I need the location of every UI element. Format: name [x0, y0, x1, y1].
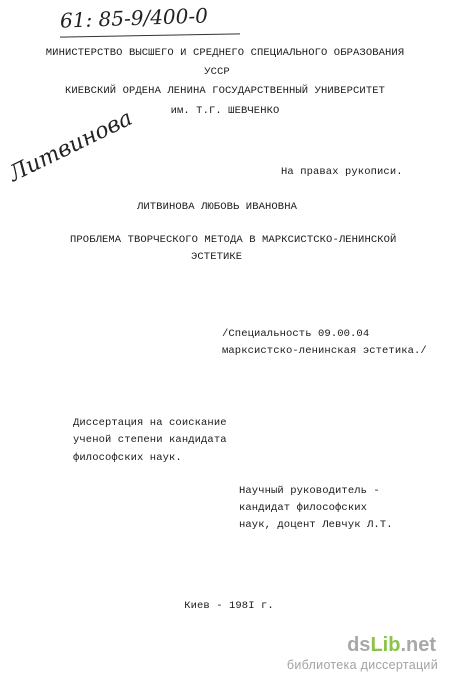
specialty-name: марксистско-ленинская эстетика./ — [222, 345, 427, 357]
watermark-logo — [347, 634, 436, 657]
dissertation-title-line1: ПРОБЛЕМА ТВОРЧЕСКОГО МЕТОДА В МАРКСИСТСКО-ЛЕНИНСКОЙ — [70, 234, 397, 246]
author-signature: Литвинова — [5, 105, 137, 187]
author-name: ЛИТВИНОВА ЛЮБОВЬ ИВАНОВНА — [136, 201, 298, 213]
specialty-code: /Специальность 09.00.04 — [222, 328, 370, 340]
rights-note: На правах рукописи. — [281, 166, 403, 178]
advisor-line3: наук, доцент Левчук Л.Т. — [239, 519, 393, 531]
dissertation-purpose-line2: ученой степени кандидата — [73, 434, 227, 446]
watermark-brand-lib: Lib — [370, 634, 401, 656]
ministry-line: МИНИСТЕРСТВО ВЫСШЕГО И СРЕДНЕГО СПЕЦИАЛЬНОГО ОБРАЗОВАНИЯ — [45, 47, 405, 59]
republic-line: УССР — [204, 66, 230, 78]
university-line: КИЕВСКИЙ ОРДЕНА ЛЕНИНА ГОСУДАРСТВЕННЫЙ УНИВЕРСИТЕТ — [64, 85, 386, 97]
archive-number-underline — [60, 33, 240, 37]
university-name-line: им. Т.Г. ШЕВЧЕНКО — [170, 105, 280, 117]
dissertation-purpose-line3: философских наук. — [73, 452, 182, 464]
watermark-brand-ds: ds — [347, 634, 371, 656]
dissertation-purpose-line1: Диссертация на соискание — [73, 417, 227, 429]
dissertation-title-line2: ЭСТЕТИКЕ — [191, 251, 243, 263]
watermark-brand-net: .net — [400, 634, 436, 656]
advisor-line2: кандидат философских — [239, 502, 368, 514]
place-and-year: Киев - 198I г. — [184, 600, 274, 612]
archive-number: 61: 85-9/400-0 — [59, 3, 209, 33]
watermark-subtitle: библиотека диссертаций — [286, 658, 438, 672]
advisor-line1: Научный руководитель - — [239, 485, 380, 497]
